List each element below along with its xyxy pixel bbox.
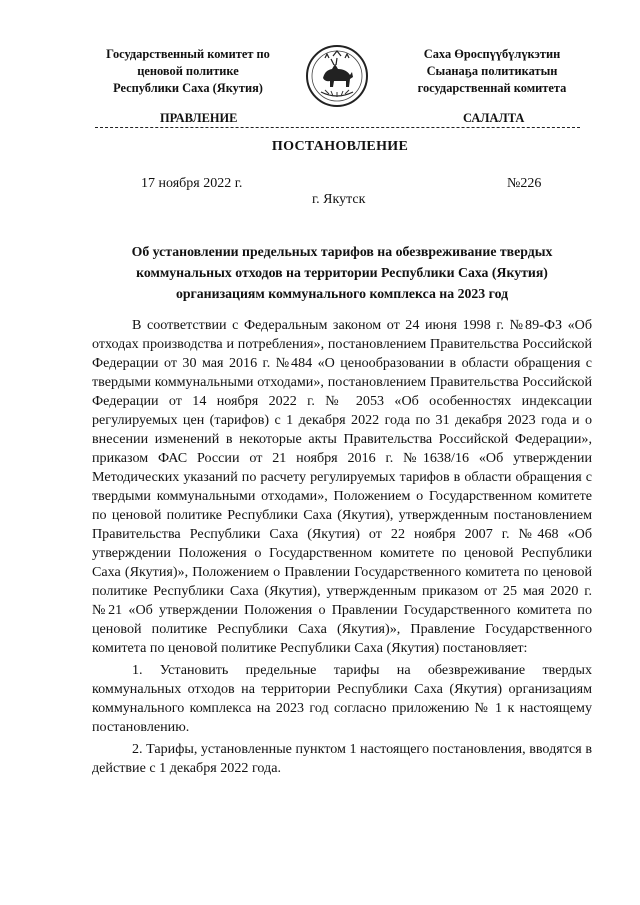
header-left-line: Республики Саха (Якутия) xyxy=(113,81,263,95)
resolution-item: 1. Установить предельные тарифы на обезвреживание твердых коммунальных отходов на территории Республики Саха (Якутия) организациям коммунального комплекса на 2023 год согласно приложению № 1 к настоящему постановлению. xyxy=(92,662,592,735)
document-body xyxy=(92,316,592,778)
resolution-item: 2. Тарифы, установленные пунктом 1 настоящего постановления, вводятся в действие с 1 декабря 2022 года. xyxy=(92,741,592,776)
header-right-line: Сыанаҕа политикатын xyxy=(426,64,558,78)
document-title xyxy=(92,241,592,304)
header-right-block xyxy=(392,46,592,97)
header-left-line: Государственный комитет по xyxy=(106,47,270,61)
board-label-ru: ПРАВЛЕНИЕ xyxy=(160,111,238,125)
coat-of-arms-icon xyxy=(305,44,369,108)
header-right-line: государственнай комитета xyxy=(417,81,567,95)
header-left-line: ценовой политике xyxy=(137,64,239,78)
title-line: организациям коммунального комплекса на 2023 год xyxy=(175,286,509,301)
title-line: Об установлении предельных тарифов на обезвреживание твердых xyxy=(131,244,553,259)
board-label-sakha: САЛАЛТА xyxy=(463,111,525,125)
document-type: ПОСТАНОВЛЕНИЕ xyxy=(271,139,409,154)
preamble-paragraph: В соответствии с Федеральным законом от 24 июня 1998 г. №89-ФЗ «Об отходах производства и потребления», постановлением Правительства Российской Федерации от 30 мая 2016 г. №484 «О ценообразовании в области обращения с твердыми коммунальными отходами», постановлением Правительства Российской Федерации от 14 ноября 2022 г. № 2053 «Об особенностях индексации регулируемых цен (тарифов) с 1 декабря 2022 года по 31 декабря 2023 года и о внесении изменений в некоторые акты Правительства Российской Федерации», приказом ФАС России от 21 ноября 2016 г. №1638/16 «Об утверждении Методических указаний по расчету регулируемых тарифов в области обращения с твердыми коммунальными отходами», Положением о Государственном комитете по ценовой политике Республики Саха (Якутия), утвержденным постановлением Правительства Республики Саха (Якутия) от 22 ноября 2007 г. №468 «Об утверждении Положения о Государственном комитете по ценовой Республики Саха (Якутия)», Положением о Правлении Государственного комитета по ценовой политике Республики Саха (Якутия), утвержденным приказом от 25 мая 2020 г.№21 «Об утверждении Положения о Правлении Государственного комитета по ценовой политике Республики Саха (Якутия)», Правление Государственного комитета по ценовой политике Республики Саха (Якутия) постановляет: xyxy=(92,317,592,656)
document-date: 17 ноября 2022 г. xyxy=(141,176,243,191)
title-line: коммунальных отходов на территории Республики Саха (Якутия) xyxy=(136,265,548,280)
document-number: №226 xyxy=(507,176,542,191)
document-city: г. Якутск xyxy=(312,192,366,207)
header-left-block xyxy=(88,46,288,97)
header-divider xyxy=(95,127,580,128)
header-right-line: Саха Өроспүүбүлүкэтин xyxy=(423,47,561,61)
